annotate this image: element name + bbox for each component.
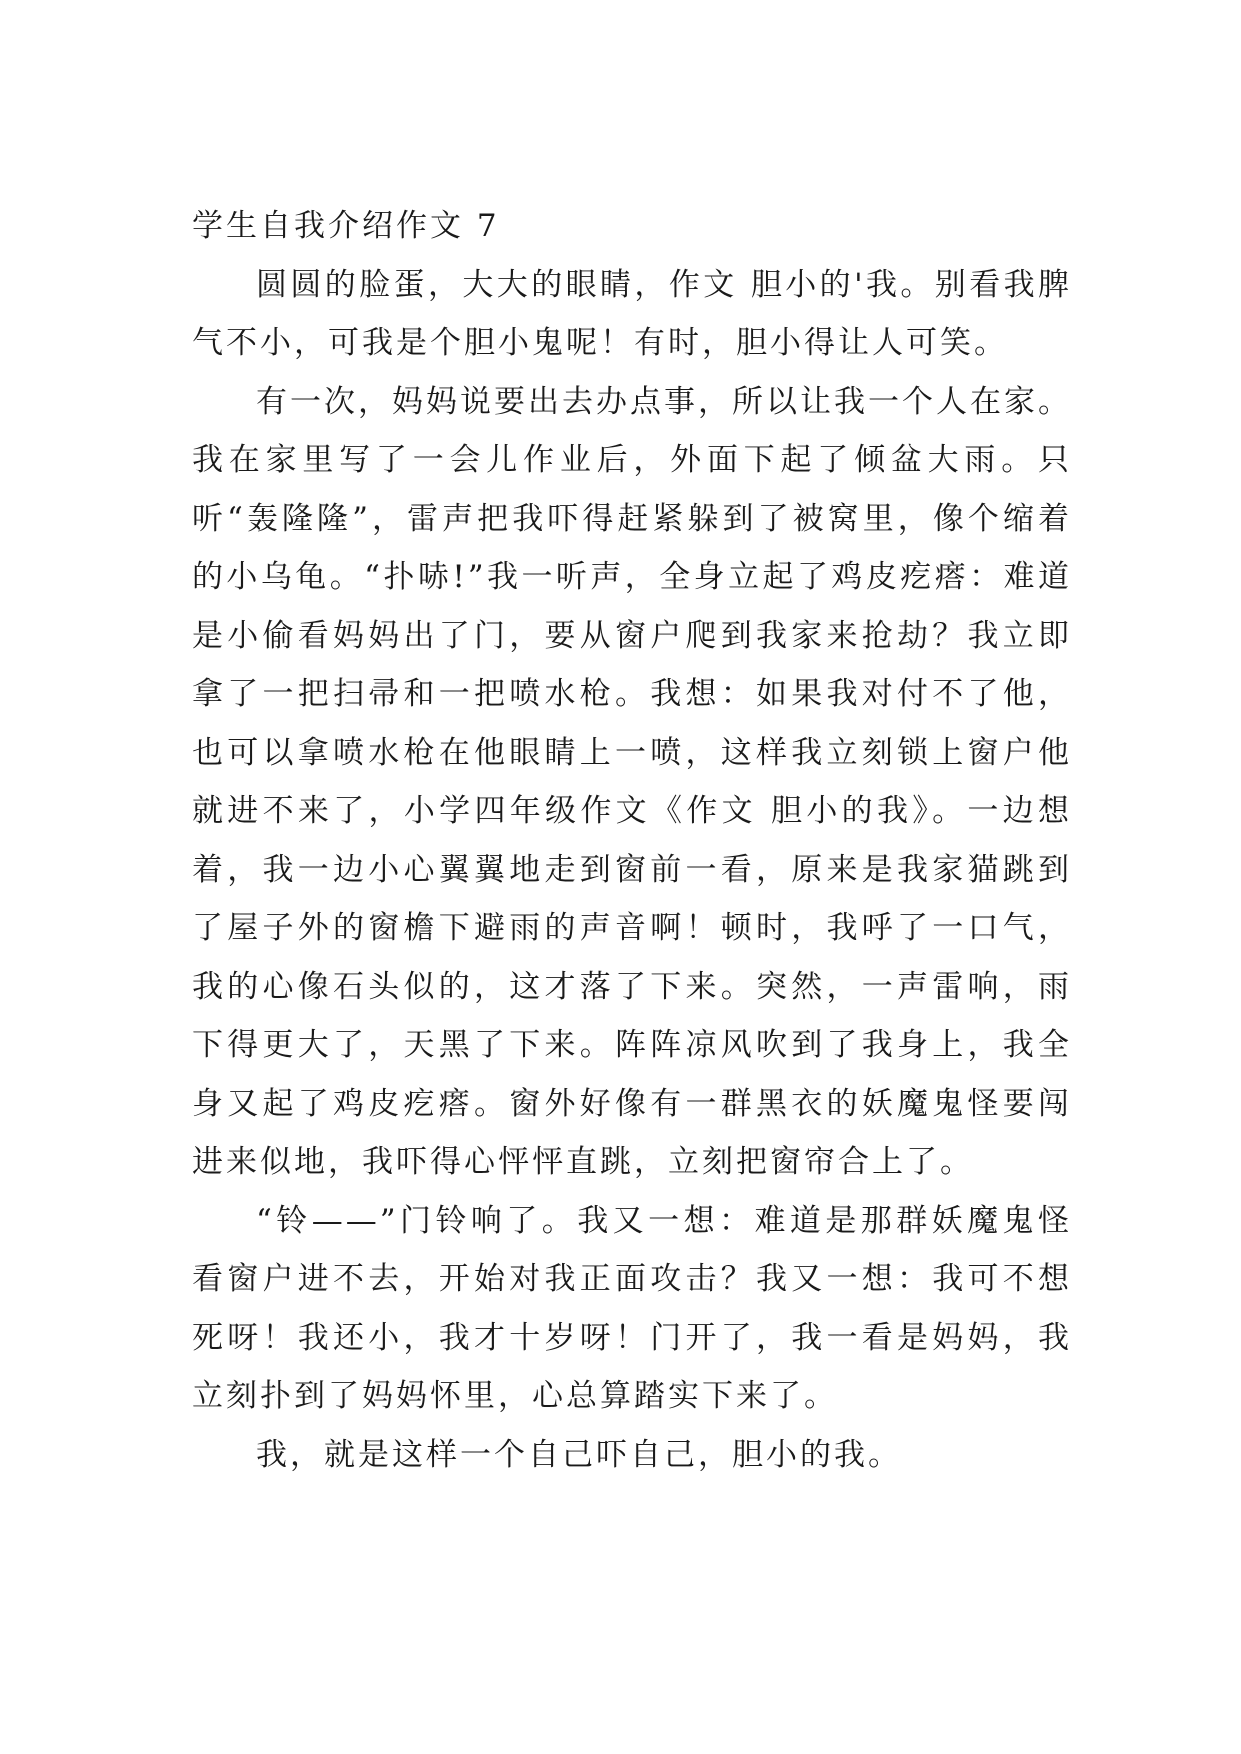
- document-body: [192, 197, 1072, 1484]
- document-title: 学生自我介绍作文 7: [192, 208, 500, 244]
- paragraph-3: “铃——”门铃响了。我又一想：难道是那群妖魔鬼怪看窗户进不去，开始对我正面攻击？我又一想：我可不想死呀！我还小，我才十岁呀！门开了，我一看是妈妈，我立刻扑到了妈妈怀里，心总算踏实下来了。: [192, 1202, 1072, 1414]
- paragraph-4: 我，就是这样一个自己吓自己，胆小的我。: [256, 1436, 902, 1473]
- paragraph-2: 有一次，妈妈说要出去办点事，所以让我一个人在家。我在家里写了一会儿作业后，外面下起了倾盆大雨。只听“轰隆隆”，雷声把我吓得赶紧躲到了被窝里，像个缩着的小乌龟。“扑哧!”我一听声，全身立起了鸡皮疙瘩：难道是小偷看妈妈出了门，要从窗户爬到我家来抢劫？我立即拿了一把扫帚和一把喷水枪。我想：如果我对付不了他，也可以拿喷水枪在他眼睛上一喷，这样我立刻锁上窗户他就进不来了，小学四年级作文《作文 胆小的我》。一边想着，我一边小心翼翼地走到窗前一看，原来是我家猫跳到了屋子外的窗檐下避雨的声音啊！顿时，我呼了一口气，我的心像石头似的，这才落了下来。突然，一声雷响，雨下得更大了，天黑了下来。阵阵凉风吹到了我身上，我全身又起了鸡皮疙瘩。窗外好像有一群黑衣的妖魔鬼怪要闯进来似地，我吓得心怦怦直跳，立刻把窗帘合上了。: [192, 383, 1072, 1180]
- paragraph-1: 圆圆的脸蛋，大大的眼睛，作文 胆小的'我。别看我脾气不小，可我是个胆小鬼呢！有时，胆小得让人可笑。: [192, 266, 1072, 361]
